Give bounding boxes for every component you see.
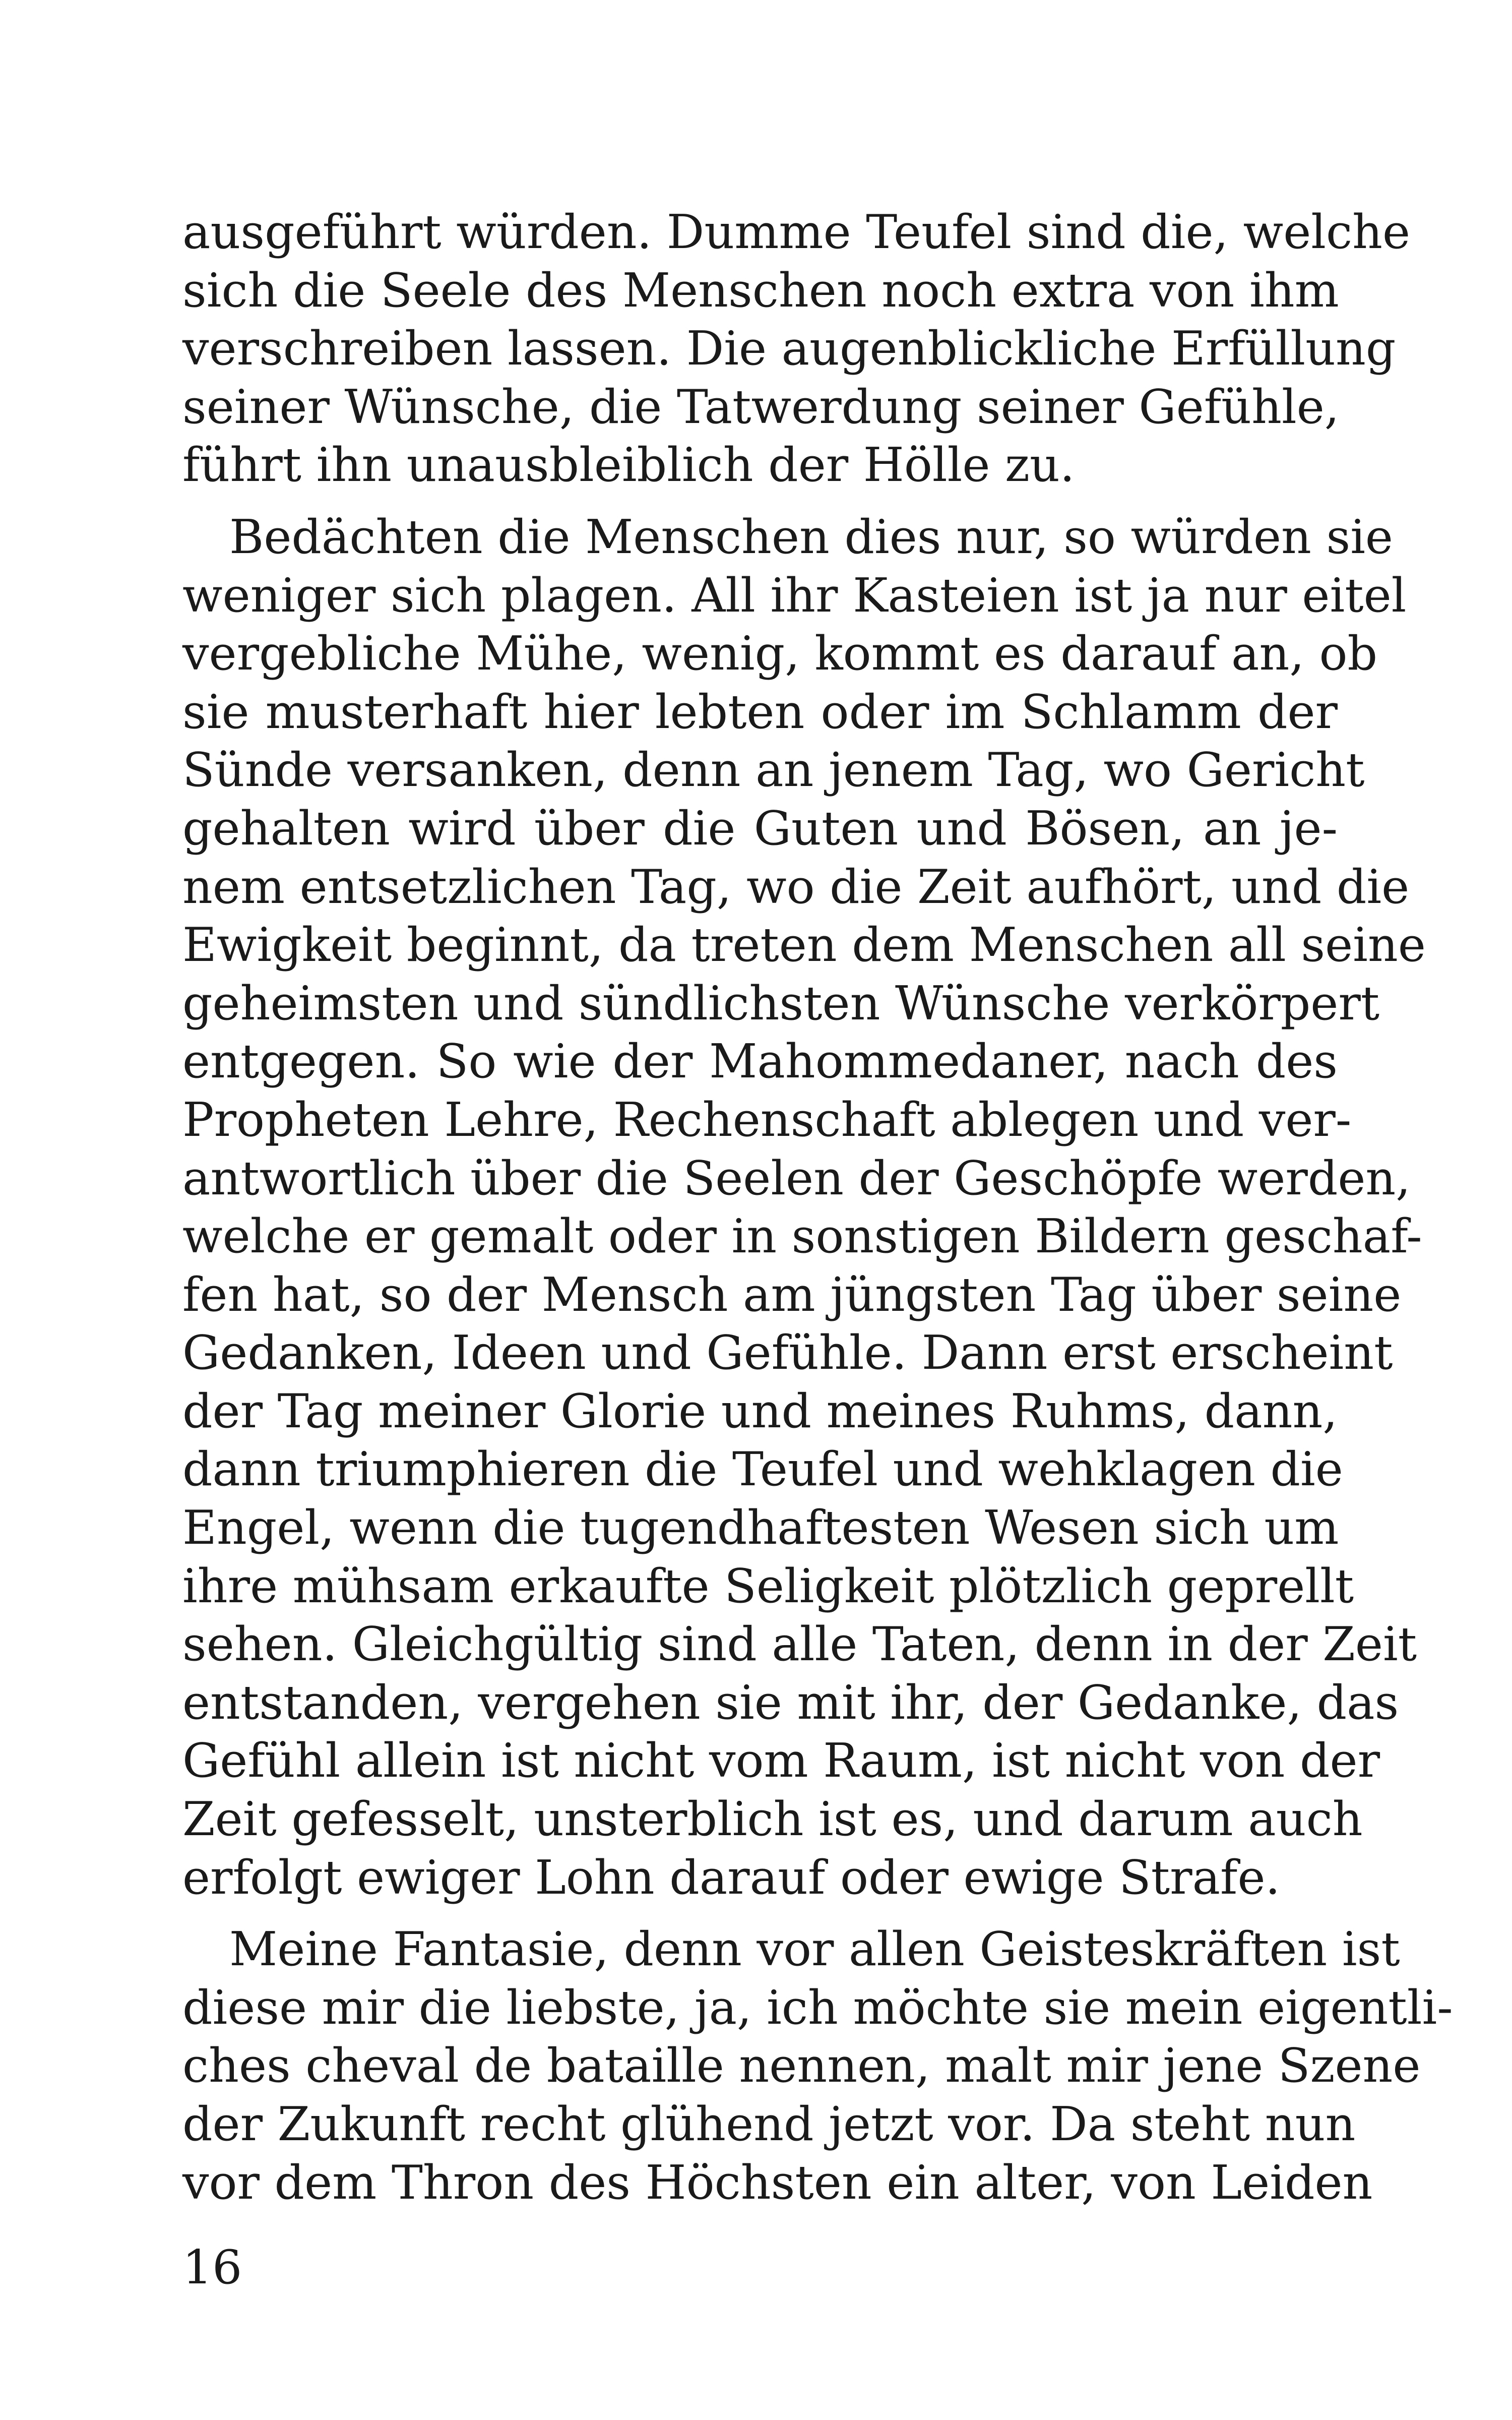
text-line: ihre mühsam erkaufte Seligkeit plötzlich geprellt — [182, 1558, 1354, 1613]
text-line: verschreiben lassen. Die augenblickliche Erfüllung — [182, 321, 1396, 376]
text-line: sie musterhaft hier lebten oder im Schlamm der — [182, 684, 1338, 739]
text-line: Engel, wenn die tugendhaftesten Wesen sich um — [182, 1500, 1339, 1555]
text-line: Bedächten die Menschen dies nur, so würden sie — [229, 509, 1393, 564]
paragraph — [182, 203, 1411, 495]
text-line: dann triumphieren die Teufel und wehklagen die — [182, 1442, 1343, 1497]
text-line: Zeit gefesselt, unsterblich ist es, und darum auch — [182, 1792, 1363, 1847]
text-line: fen hat, so der Mensch am jüngsten Tag über seine — [182, 1267, 1402, 1322]
text-line: ausgeführt würden. Dumme Teufel sind die, welche — [182, 205, 1411, 259]
text-line: vergebliche Mühe, wenig, kommt es darauf an, ob — [182, 626, 1378, 681]
text-line: sich die Seele des Menschen noch extra von ihm — [182, 263, 1339, 318]
text-line: sehen. Gleichgültig sind alle Taten, denn in der Zeit — [182, 1617, 1417, 1672]
text-line: Meine Fantasie, denn vor allen Geisteskräften ist — [229, 1922, 1400, 1977]
text-line: führt ihn unausbleiblich der Hölle zu. — [182, 438, 1075, 493]
text-line: ches cheval de bataille nennen, malt mir jene Szene — [182, 2038, 1421, 2093]
text-line: Sünde versanken, denn an jenem Tag, wo Gericht — [182, 743, 1365, 798]
text-line: vor dem Thron des Höchsten ein alter, von Leiden — [182, 2155, 1373, 2210]
text-line: erfolgt ewiger Lohn darauf oder ewige Strafe. — [182, 1850, 1281, 1905]
text-line: diese mir die liebste, ja, ich möchte sie mein eigentli- — [182, 1980, 1453, 2035]
text-line: Propheten Lehre, Rechenschaft ablegen und ver- — [182, 1092, 1352, 1147]
text-line: Ewigkeit beginnt, da treten dem Menschen all seine — [182, 918, 1426, 973]
text-line: Gedanken, Ideen und Gefühle. Dann erst erscheint — [182, 1325, 1393, 1380]
text-line: entgegen. So wie der Mahommedaner, nach des — [182, 1034, 1338, 1089]
text-line: Gefühl allein ist nicht vom Raum, ist nicht von der — [182, 1733, 1380, 1788]
text-line: entstanden, vergehen sie mit ihr, der Gedanke, das — [182, 1675, 1399, 1730]
page-number: 16 — [182, 2240, 242, 2294]
text-line: antwortlich über die Seelen der Geschöpfe werden, — [182, 1151, 1411, 1205]
paragraph — [182, 508, 1426, 1907]
text-line: der Zukunft recht glühend jetzt vor. Da steht nun — [182, 2097, 1356, 2151]
body-text — [182, 203, 1453, 2212]
paragraph-spacer — [182, 1907, 1338, 1920]
text-line: welche er gemalt oder in sonstigen Bildern geschaf- — [182, 1209, 1422, 1264]
text-line: weniger sich plagen. All ihr Kasteien ist ja nur eitel — [182, 568, 1407, 623]
text-line: gehalten wird über die Guten und Bösen, an je- — [182, 801, 1338, 856]
paragraph — [182, 1920, 1453, 2212]
paragraph-spacer — [182, 495, 1338, 508]
text-line: seiner Wünsche, die Tatwerdung seiner Gefühle, — [182, 379, 1340, 434]
text-line: nem entsetzlichen Tag, wo die Zeit aufhört, und die — [182, 859, 1410, 914]
text-line: geheimsten und sündlichsten Wünsche verkörpert — [182, 976, 1380, 1031]
text-line: der Tag meiner Glorie und meines Ruhms, dann, — [182, 1383, 1338, 1438]
